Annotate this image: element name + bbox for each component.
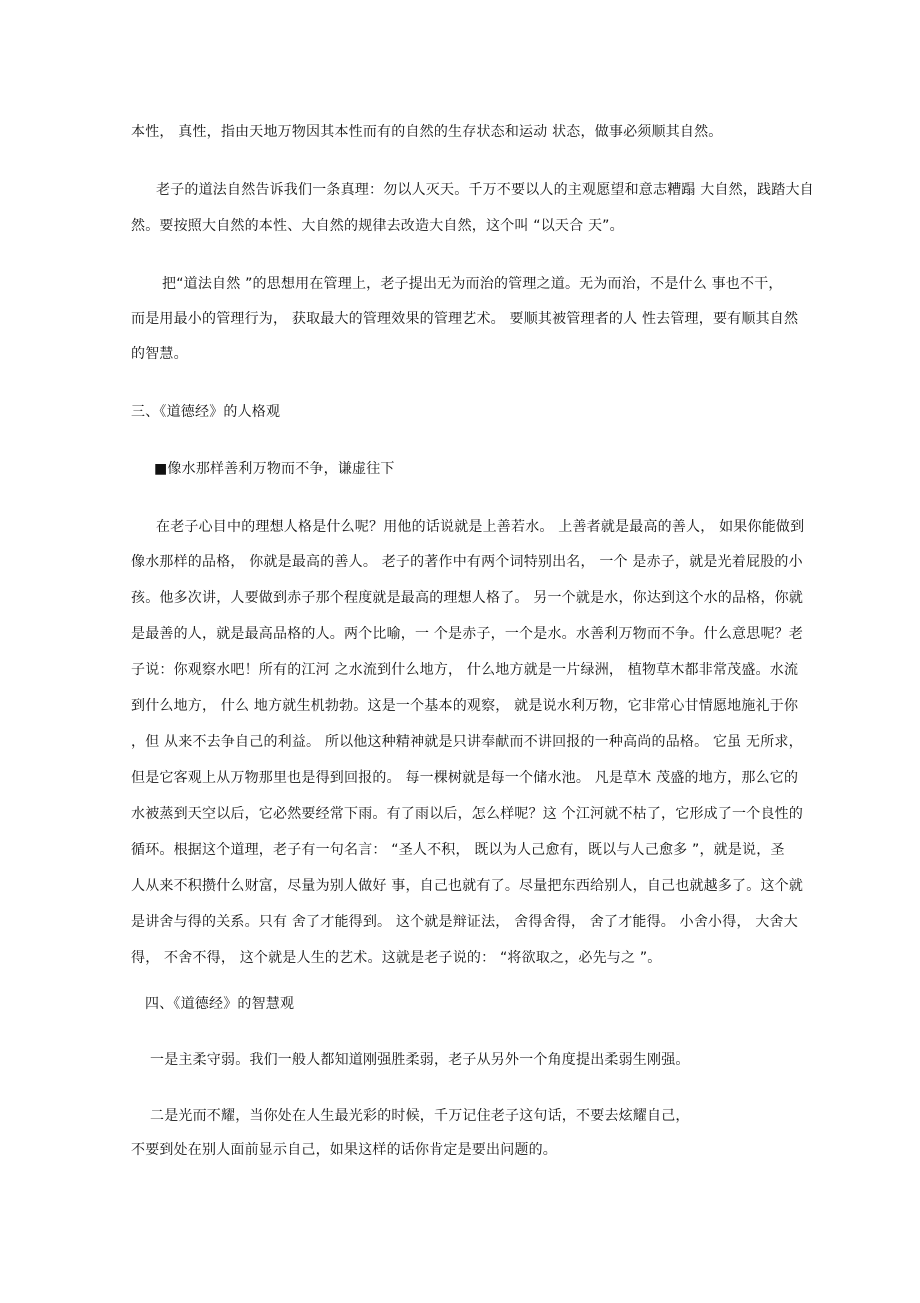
text-line-17: 水被蒸到天空以后，它必然要经常下雨。有了雨以后，怎么样呢？这 个江河就不枯了，它形成了一个良性的 <box>131 806 804 822</box>
text-line-21: 得， 不舍不得， 这个就是人生的艺术。这就是老子说的： “将欲取之，必先与之 ”。 <box>131 950 662 966</box>
subheading-water: ■像水那样善利万物而不争，谦虚往下 <box>154 461 395 477</box>
text-line-25: 不要到处在别人面前显示自己，如果这样的话你肯定是要出问题的。 <box>131 1142 557 1158</box>
text-line-19: 人从来不积攒什么财富，尽量为别人做好 事，自己也就有了。尽量把东西给别人，自己也就越多了。这个就 <box>131 878 804 894</box>
text-line-13: 子说：你观察水吧！所有的江河 之水流到什么地方， 什么地方就是一片绿洲， 植物草木都非常茂盛。水流 <box>131 662 799 678</box>
text-line-6: 的智慧。 <box>131 346 188 362</box>
text-line-4: 把“道法自然 ”的思想用在管理上，老子提出无为而治的管理之道。无为而治，不是什么 事也不干， <box>162 276 783 292</box>
section-heading-personality: 三、《道德经》的人格观 <box>131 404 281 420</box>
text-line-16: 但是它客观上从万物那里也是得到回报的。 每一棵树就是每一个储水池。 凡是草木 茂盛的地方，那么它的 <box>131 770 799 786</box>
text-line-23: 一是主柔守弱。我们一般人都知道刚强胜柔弱，老子从另外一个角度提出柔弱生刚强。 <box>150 1052 690 1068</box>
text-line-5: 而是用最小的管理行为， 获取最大的管理效果的管理艺术。 要顺其被管理者的人 性去管理，要有顺其自然 <box>131 311 799 327</box>
text-line-2: 老子的道法自然告诉我们一条真理：勿以人灭天。千万不要以人的主观愿望和意志糟蹋 大自然，践踏大自 <box>156 182 814 198</box>
section-heading-wisdom: 四、《道德经》的智慧观 <box>145 996 295 1012</box>
text-line-10: 像水那样的品格， 你就是最高的善人。 老子的著作中有两个词特别出名， 一个 是赤子，就是光着屁股的小 <box>131 554 803 570</box>
text-line-18: 循环。根据这个道理，老子有一句名言： “圣人不积， 既以为人己愈有，既以与人己愈多 ”，就是说，圣 <box>131 842 785 858</box>
text-line-9: 在老子心目中的理想人格是什么呢？用他的话说就是上善若水。 上善者就是最高的善人， 如果你能做到 <box>156 519 805 535</box>
text-line-14: 到什么地方， 什么 地方就生机勃勃。这是一个基本的观察， 就是说水利万物，它非常心甘情愿地施礼于你 <box>131 698 799 714</box>
text-line-1: 本性， 真性，指由天地万物因其本性而有的自然的生存状态和运动 状态，做事必须顺其自然。 <box>131 124 723 140</box>
text-line-12: 是最善的人，就是最高品格的人。两个比喻，一 个是赤子，一个是水。水善利万物而不争。什么意思呢？老 <box>131 626 804 642</box>
text-line-24: 二是光而不耀，当你处在人生最光彩的时候，千万记住老子这句话，不要去炫耀自己， <box>150 1108 690 1124</box>
text-line-15: ，但 从来不去争自己的利益。 所以他这种精神就是只讲奉献而不讲回报的一种高尚的品格。 它虽 无所求， <box>131 734 803 750</box>
text-line-11: 孩。他多次讲，人要做到赤子那个程度就是最高的理想人格了。 另一个就是水，你达到这个水的品格，你就 <box>131 590 804 606</box>
text-line-3: 然。要按照大自然的本性、大自然的规律去改造大自然，这个叫 “以天合 天”。 <box>131 218 624 234</box>
text-line-20: 是讲舍与得的关系。只有 舍了才能得到。 这个就是辩证法， 舍得舍得， 舍了才能得。 小舍小得， 大舍大 <box>131 914 798 930</box>
